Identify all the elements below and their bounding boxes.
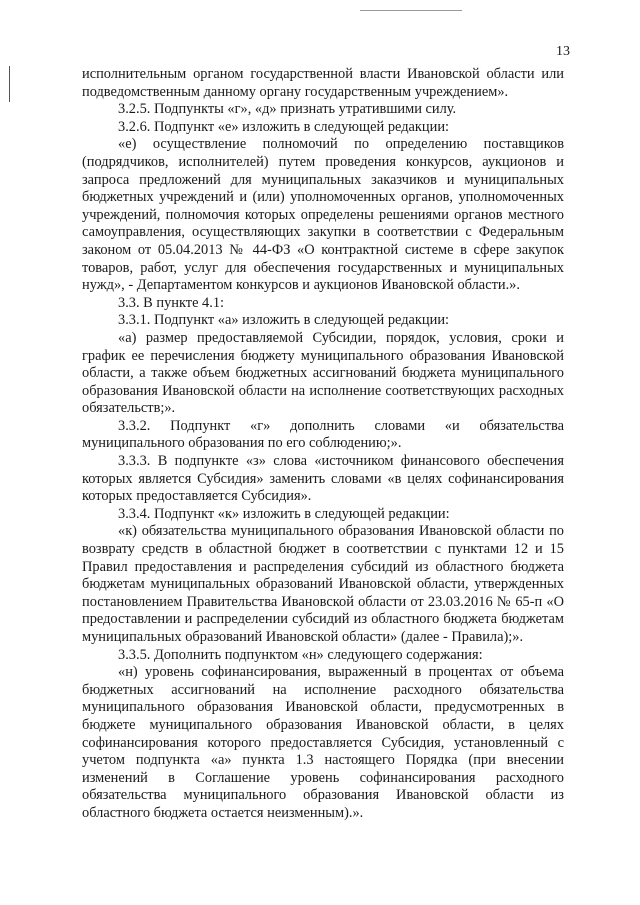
scan-artifact-line	[360, 10, 462, 11]
paragraph-3-3-3: 3.3.3. В подпункте «з» слова «источником финансового обеспечения которых является Субсидия» заменить словами «в целях софинансирования которых предоставляется Субсидия».	[82, 453, 564, 505]
paragraph-3-3-1: 3.3.1. Подпункт «а» изложить в следующей редакции:	[118, 312, 450, 329]
paragraph-3-2-5: 3.2.5. Подпункты «г», «д» признать утратившими силу.	[118, 101, 457, 118]
paragraph-quote-n: «н) уровень софинансирования, выраженный в процентах от объема бюджетных ассигнований на исполнение расходного обязательства муниципального образования Ивановской области, предусмотренных в бюджете муниципального образования Ивановской области, в целях софинансирования которого предоставляется Субсидия, установленный с учетом подпункта «а» пункта 1.3 настоящего Порядка (при внесении изменений в Соглашение уровень софинансирования расходного обязательства муниципального образования Ивановской области из областного бюджета остается неизменным).».	[82, 664, 564, 821]
paragraph-3-2-6: 3.2.6. Подпункт «е» изложить в следующей редакции:	[118, 118, 450, 135]
paragraph-quote-e: «е) осуществление полномочий по определению поставщиков (подрядчиков, исполнителей) путем проведения конкурсов, аукционов и запроса предложений для муниципальных заказчиков и муниципальных бюджетных учреждений и (или) уполномоченных органов, уполномоченных учреждений, полномочия которых определены решениями органов местного самоуправления, осуществляющих закупки в соответствии с Федеральным законом от 05.04.2013 № 44-ФЗ «О контрактной системе в сфере закупок товаров, работ, услуг для обеспечения государственных и муниципальных нужд», - Департаментом конкурсов и аукционов Ивановской области.».	[82, 136, 564, 294]
document-body	[82, 66, 564, 823]
paragraph-3-3: 3.3. В пункте 4.1:	[118, 294, 225, 311]
paragraph-continuation: исполнительным органом государственной власти Ивановской области или подведомственным данному органу государственным учреждением».	[82, 66, 564, 100]
paragraph-3-3-4: 3.3.4. Подпункт «к» изложить в следующей редакции:	[118, 505, 450, 522]
page-number: 13	[556, 44, 570, 59]
paragraph-quote-a: «а) размер предоставляемой Субсидии, порядок, условия, сроки и график ее перечисления бюджету муниципального образования Ивановской области, а также объем бюджетных ассигнований бюджета муниципального образования Ивановской области на исполнение соответствующих расходных обязательств;».	[82, 329, 564, 417]
paragraph-quote-k: «к) обязательства муниципального образования Ивановской области по возврату средств в областной бюджет в соответствии с пунктами 12 и 15 Правил предоставления и распределения субсидий из областного бюджета бюджетам муниципальных образований Ивановской области, утвержденных постановлением Правительства Ивановской области от 23.03.2016 № 65-п «О предоставлении и распределении субсидий из областного бюджета бюджетам муниципальных образований Ивановской области» (далее - Правила);».	[82, 523, 564, 645]
paragraph-3-3-2: 3.3.2. Подпункт «г» дополнить словами «и обязательства муниципального образования по его соблюдению;».	[82, 417, 564, 452]
scan-artifact-margin-mark	[9, 66, 10, 102]
paragraph-3-3-5: 3.3.5. Дополнить подпунктом «н» следующего содержания:	[118, 646, 483, 663]
